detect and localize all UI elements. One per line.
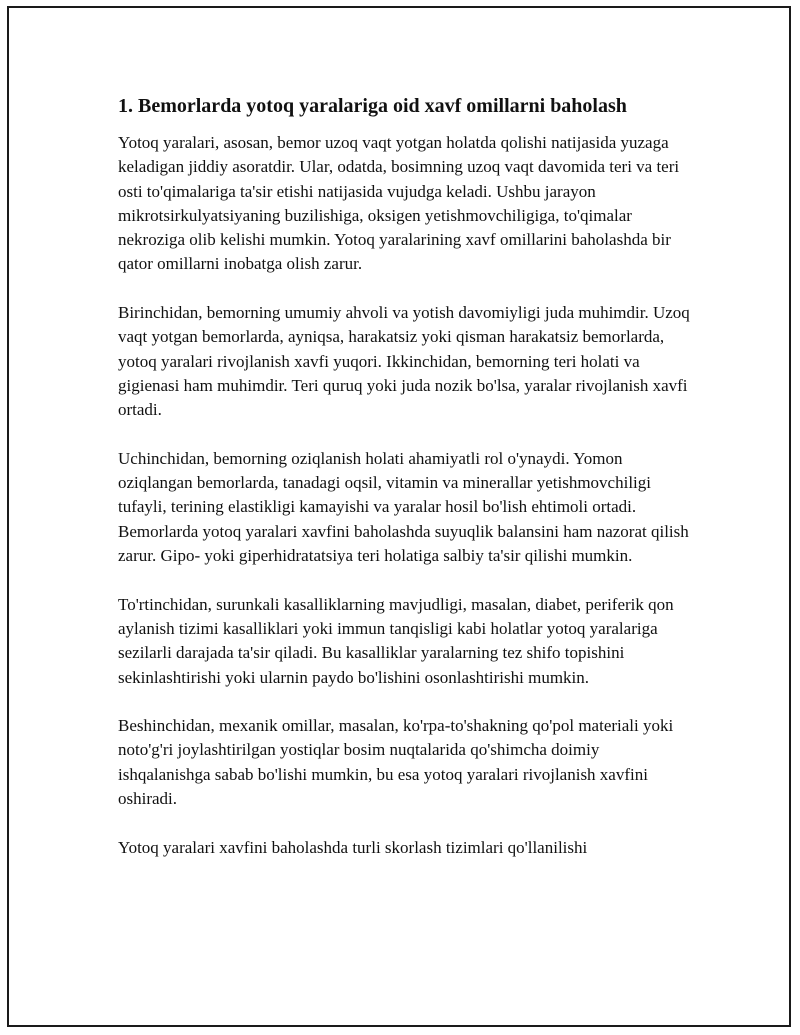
paragraph-first-second-factors: Birinchidan, bemorning umumiy ahvoli va yotish davomiyligi juda muhimdir. Uzoq vaqt yotgan bemorlarda, ayniqsa, harakatsiz yoki qisman harakatsiz bemorlarda, yotoq yaralari rivojlanish xavfi yuqori. Ikkinchidan, bemorning teri holati va gigienasi ham muhimdir. Teri quruq yoki juda nozik bo'lsa, yaralar rivojlanish xavfi ortadi. bbox=[118, 303, 690, 420]
paragraph-scoring-systems: Yotoq yaralari xavfini baholashda turli skorlash tizimlari qo'llanilishi bbox=[118, 837, 588, 857]
paragraph-fifth-factor: Beshinchidan, mexanik omillar, masalan, ko'rpa-to'shakning qo'pol materiali yoki noto'g'ri joylashtirilgan yostiqlar bosim nuqtalarida qo'shimcha doimiy ishqalanishga sabab bo'lishi mumkin, bu esa yotoq yaralari rivojlanish xavfini oshiradi. bbox=[118, 716, 674, 809]
paragraph-intro: Yotoq yaralari, asosan, bemor uzoq vaqt yotgan holatda qolishi natijasida yuzaga keladigan jiddiy asoratdir. Ular, odatda, bosimning uzoq vaqt davomida teri va teri osti to'qimalariga ta'sir etishi natijasida vujudga keladi. Ushbu jarayon mikrotsirkulyatsiyaning buzilishiga, oksigen yetishmovchiligiga, to'qimalar nekroziga olib kelishi mumkin. Yotoq yaralarining xavf omillarini baholashda bir qator omillarni inobatga olish zarur. bbox=[118, 133, 680, 274]
paragraph-third-factor: Uchinchidan, bemorning oziqlanish holati ahamiyatli rol o'ynaydi. Yomon oziqlangan bemorlarda, tanadagi oqsil, vitamin va minerallar yetishmovchiligi tufayli, terining elastikligi kamayishi va yaralar hosil bo'lish ehtimoli ortadi. Bemorlarda yotoq yaralari xavfini baholashda suyuqlik balansini ham nazorat qilish zarur. Gipo- yoki giperhidratatsiya teri holatiga salbiy ta'sir qilishi mumkin. bbox=[118, 448, 689, 566]
section-title: 1. Bemorlarda yotoq yaralariga oid xavf omillarni baholash bbox=[118, 95, 627, 117]
paragraph-fourth-factor: To'rtinchidan, surunkali kasalliklarning mavjudligi, masalan, diabet, periferik qon aylanish tizimi kasalliklari yoki immun tanqisligi kabi holatlar yotoq yaralariga sezilarli darajada ta'sir qiladi. Bu kasalliklar yaralarning tez shifo topishini sekinlashtirishi yoki ularnin paydo bo'lishini osonlashtirishi mumkin. bbox=[118, 594, 674, 687]
document-body bbox=[118, 93, 693, 884]
